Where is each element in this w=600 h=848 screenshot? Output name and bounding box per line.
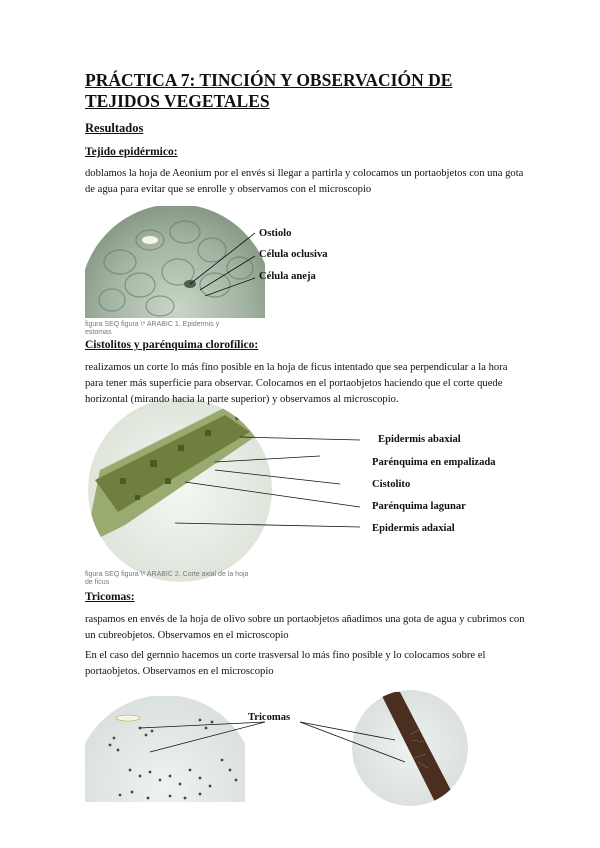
tricomas-text-olivo: raspamos en envés de la hoja de olivo sobre un portaobjetos añadimos una gota de agua y cubrimos con un cubreobjetos. Observamos en el microscopio (85, 614, 525, 641)
figure1-caption: figura SEQ figura \* ARABIC 1. Epidermis y estomas (85, 321, 220, 336)
olive-trichomes-micrograph (75, 695, 255, 848)
label-parenquima-empalizada: Parénquima en empalizada (372, 457, 496, 468)
tricomas-text-geranio: En el caso del gernnio hacemos un corte trasversal lo más fino posible y lo colocamos sobre el portaobjetos. Observamos en el microscopio (85, 650, 486, 677)
label-celula-aneja: Célula aneja (259, 271, 316, 282)
results-heading: Resultados (85, 121, 144, 135)
label-tricomas: Tricomas (248, 712, 291, 723)
cistolitos-text: realizamos un corte lo más fino posible en la hoja de ficus intentado que sea perpendicular a la hora para tener más superficie para observar. Colocamos en el portaobjetos haciendo que el corte quede horizontal (mirando hacia la parte superior) y observamos al microscopio. (85, 362, 508, 405)
epidermis-heading: Tejido epidérmico: (85, 146, 178, 158)
document-title: PRÁCTICA 7: TINCIÓN Y OBSERVACIÓN DE TEJIDOS VEGETALES (85, 70, 453, 111)
cistolitos-heading: Cistolitos y parénquima clorofílico: (85, 339, 259, 351)
label-epidermis-abaxial: Epidermis abaxial (378, 434, 461, 445)
figure2-caption: figura SEQ figura \* ARABIC 2. Corte axial de la hoja de ficus (85, 571, 249, 586)
label-celula-oclusiva: Célula oclusiva (259, 249, 328, 260)
geranium-micrograph (352, 690, 468, 806)
label-ostiolo: Ostiolo (259, 228, 292, 239)
label-epidermis-adaxial: Epidermis adaxial (372, 523, 455, 534)
epidermis-text: doblamos la hoja de Aeonium por el envés si llegar a partirla y colocamos un portaobjetos con una gota de agua para evitar que se enrolle y observamos con el microscopio (85, 168, 524, 195)
tricomas-heading: Tricomas: (85, 591, 135, 603)
label-cistolito: Cistolito (372, 479, 411, 490)
ficus-micrograph (85, 398, 272, 582)
label-parenquima-lagunar: Parénquima lagunar (372, 501, 466, 512)
